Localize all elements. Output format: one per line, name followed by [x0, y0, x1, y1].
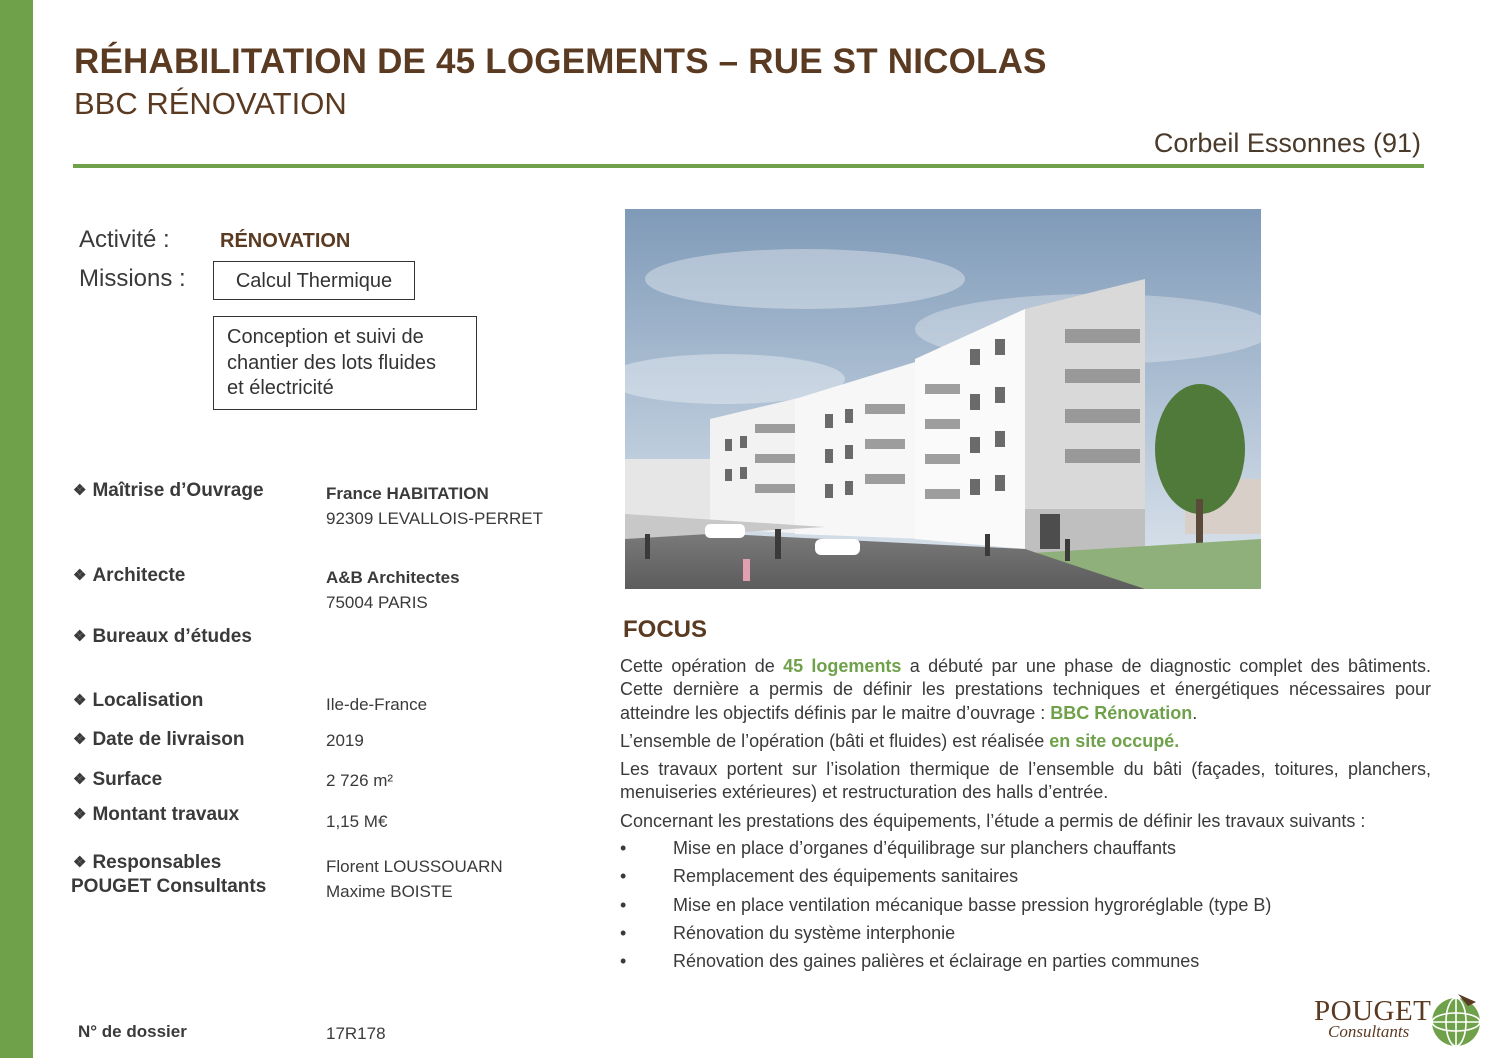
diamond-bullet-icon: ❖	[73, 567, 87, 584]
focus-paragraph-1: Cette opération de 45 logements a débuté par une phase de diagnostic complet des bâtiments. Cette dernière a permis de définir les prestations techniques et énergétiques nécessaires pour atteindre les objectifs définis par le maitre d’ouvrage : BBC Rénovation.	[620, 656, 1432, 723]
detail-label-localisation: ❖ Localisation	[73, 690, 204, 711]
focus-paragraph-2: L’ensemble de l’opération (bâti et fluides) est réalisée en site occupé.	[620, 730, 1180, 751]
page-subtitle: BBC RÉNOVATION	[74, 86, 347, 121]
detail-value-livraison: 2019	[326, 731, 364, 750]
left-accent-bar	[0, 0, 33, 1058]
diamond-bullet-icon: ❖	[73, 731, 87, 748]
globe-icon	[1428, 992, 1484, 1048]
diamond-bullet-icon: ❖	[73, 692, 87, 709]
logo-name: POUGET	[1314, 995, 1432, 1027]
list-item: • Remplacement des équipements sanitaires	[620, 866, 1019, 887]
diamond-bullet-icon: ❖	[73, 806, 87, 823]
diamond-bullet-icon: ❖	[73, 628, 87, 645]
dossier-label: N° de dossier	[78, 1022, 187, 1041]
detail-value-localisation: Ile-de-France	[326, 695, 428, 714]
list-item: • Mise en place ventilation mécanique basse pression hygroréglable (type B)	[620, 894, 1272, 915]
dossier-value: 17R178	[326, 1024, 386, 1043]
focus-title: FOCUS	[623, 616, 707, 643]
focus-bullet-list	[620, 834, 1431, 975]
detail-label-architecte: ❖ Architecte	[73, 565, 186, 586]
focus-body	[620, 655, 1431, 976]
detail-label-livraison: ❖ Date de livraison	[73, 729, 245, 750]
detail-value-maitrise: France HABITATION 92309 LEVALLOIS-PERRET	[326, 484, 544, 528]
detail-value-architecte: A&B Architectes 75004 PARIS	[326, 568, 460, 612]
page-title: RÉHABILITATION DE 45 LOGEMENTS – RUE ST NICOLAS	[74, 42, 1047, 81]
detail-label-bureaux: ❖ Bureaux d’études	[73, 626, 252, 647]
mission-box-fluids: Conception et suivi de chantier des lots fluides et électricité	[213, 316, 477, 410]
activity-label: Activité :	[79, 226, 170, 253]
focus-paragraph-3: Les travaux portent sur l’isolation thermique de l’ensemble du bâti (façades, toitures, planchers, menuiseries extérieures) et restructuration des halls d’entrée.	[620, 759, 1431, 803]
diamond-bullet-icon: ❖	[73, 482, 87, 499]
detail-value-montant: 1,15 M€	[326, 812, 388, 831]
activity-value: RÉNOVATION	[220, 230, 351, 252]
missions-label: Missions :	[79, 265, 186, 292]
detail-value-surface: 2 726 m²	[326, 771, 394, 790]
detail-label-responsables: ❖ Responsables POUGET Consultants	[71, 852, 267, 897]
building-rendering-image	[625, 209, 1261, 589]
detail-value-responsables: Florent LOUSSOUARN Maxime BOISTE	[326, 857, 503, 901]
detail-label-surface: ❖ Surface	[73, 769, 163, 790]
list-item: • Mise en place d’organes d’équilibrage sur planchers chauffants	[620, 838, 1176, 859]
project-location: Corbeil Essonnes (91)	[1153, 128, 1421, 158]
focus-paragraph-4: Concernant les prestations des équipements, l’étude a permis de définir les travaux suivants :	[620, 810, 1366, 831]
diamond-bullet-icon: ❖	[73, 771, 87, 788]
list-item: • Rénovation des gaines palières et éclairage en parties communes	[620, 951, 1200, 972]
detail-label-montant: ❖ Montant travaux	[73, 804, 240, 825]
detail-label-maitrise: ❖ Maîtrise d’Ouvrage	[73, 480, 264, 501]
logo-subtitle: Consultants	[1328, 1022, 1410, 1041]
header-divider	[73, 164, 1424, 168]
list-item: • Rénovation du système interphonie	[620, 922, 956, 943]
mission-box-thermal: Calcul Thermique	[213, 261, 415, 300]
diamond-bullet-icon: ❖	[73, 854, 87, 871]
pouget-logo	[1310, 992, 1485, 1052]
